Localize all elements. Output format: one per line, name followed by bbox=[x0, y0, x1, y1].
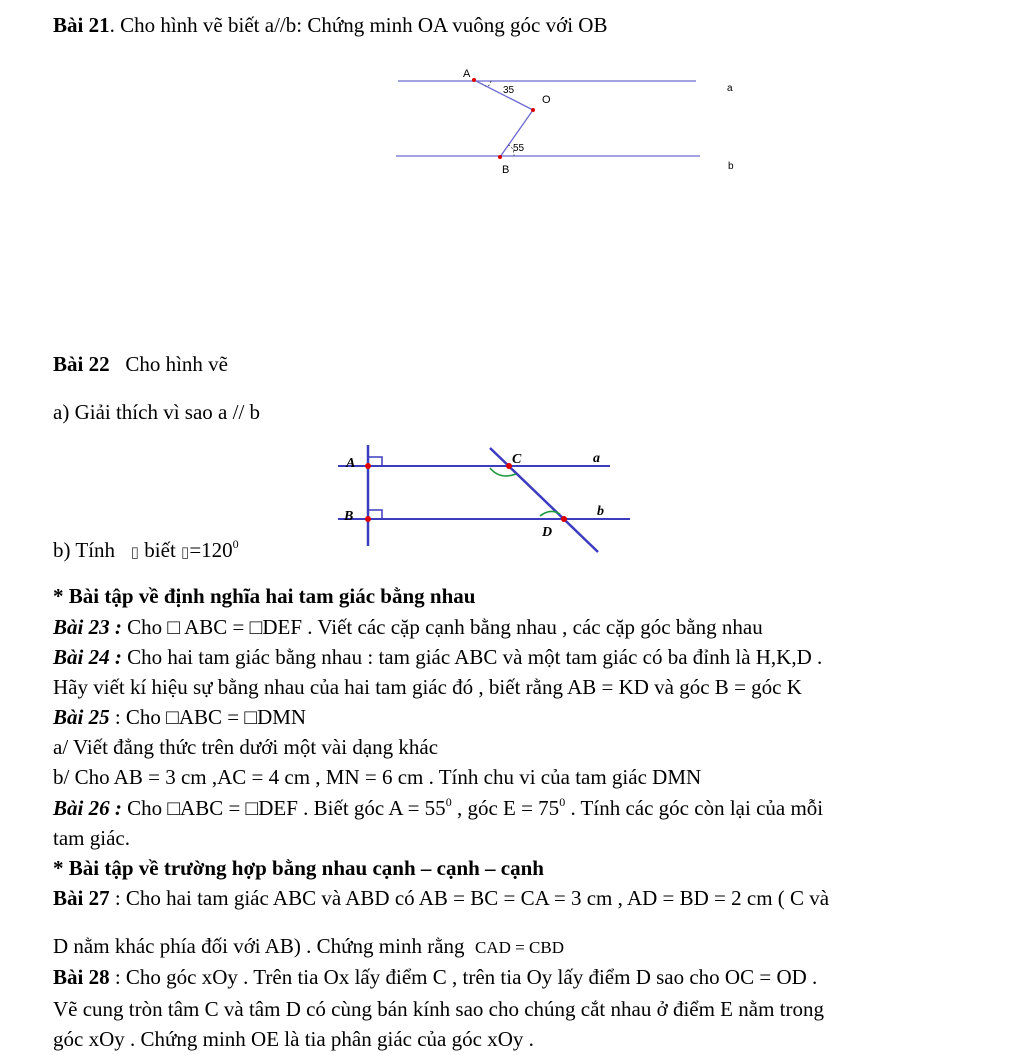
bai27-line bbox=[53, 885, 829, 911]
label-B: B bbox=[344, 509, 354, 524]
bai22-number: Bài 22 bbox=[53, 352, 110, 376]
bai25-text: : Cho □ABC = □DMN bbox=[114, 705, 307, 729]
bai22-qb-val: =120 bbox=[189, 538, 233, 562]
point-A bbox=[472, 78, 476, 82]
point-B bbox=[498, 155, 502, 159]
bai22-question-a: a) Giải thích vì sao a // b bbox=[53, 400, 261, 424]
figure-bai21 bbox=[390, 65, 750, 180]
bai27-text2: D nằm khác phía đối với AB) . Chứng minh rằng bbox=[53, 934, 465, 958]
label-B: B bbox=[502, 164, 510, 176]
bai23-text: Cho □ ABC = □DEF . Viết các cặp cạnh bằng nhau , các cặp góc bằng nhau bbox=[127, 615, 763, 639]
section-definition-heading: * Bài tập về định nghĩa hai tam giác bằng nhau bbox=[53, 584, 476, 608]
bai27-formula: CAD = CBD bbox=[475, 938, 564, 957]
label-O: O bbox=[542, 94, 551, 106]
bai24-line2: Hãy viết kí hiệu sự bằng nhau của hai tam giác đó , biết rằng AB = KD và góc B = góc K bbox=[53, 675, 802, 699]
bai21-text: . Cho hình vẽ biết a//b: Chứng minh OA vuông góc với OB bbox=[109, 13, 608, 37]
bai22-qb-mid: biết bbox=[144, 538, 176, 562]
bai28-line3: góc xOy . Chứng minh OE là tia phân giác của góc xOy . bbox=[53, 1027, 534, 1051]
bai26-line bbox=[53, 795, 823, 821]
bai23-number: Bài 23 : bbox=[53, 615, 122, 639]
bai22-line bbox=[53, 351, 228, 377]
point-O bbox=[531, 108, 535, 112]
degree-sup: 0 bbox=[559, 795, 566, 809]
label-A: A bbox=[463, 68, 471, 80]
bai28-line2: Vẽ cung tròn tâm C và tâm D có cùng bán kính sao cho chúng cắt nhau ở điểm E nằm trong bbox=[53, 997, 824, 1021]
label-a: a bbox=[727, 83, 733, 94]
point-B bbox=[365, 516, 371, 522]
bai26-t2: , góc E = 75 bbox=[456, 796, 560, 820]
bai22-text: Cho hình vẽ bbox=[125, 352, 229, 376]
label-D: D bbox=[542, 525, 553, 540]
label-A: A bbox=[346, 456, 356, 471]
bai25-b: b/ Cho AB = 3 cm ,AC = 4 cm , MN = 6 cm . Tính chu vi của tam giác DMN bbox=[53, 765, 702, 789]
label-b: b bbox=[597, 504, 604, 519]
bai21-number: Bài 21 bbox=[53, 13, 110, 37]
bai27-number: Bài 27 bbox=[53, 886, 110, 910]
bai21-line bbox=[53, 12, 607, 38]
bai26-number: Bài 26 : bbox=[53, 796, 122, 820]
bai25-line bbox=[53, 704, 306, 730]
section-ccc-heading: * Bài tập về trường hợp bằng nhau cạnh – cạnh – cạnh bbox=[53, 856, 544, 880]
bai25-a: a/ Viết đẳng thức trên dưới một vài dạng khác bbox=[53, 735, 439, 759]
bai22-question-b bbox=[53, 537, 239, 566]
bai25-number: Bài 25 bbox=[53, 705, 110, 729]
bai24-number: Bài 24 : bbox=[53, 645, 122, 669]
bai28-line bbox=[53, 964, 817, 990]
figure-bai22 bbox=[330, 440, 640, 560]
label-a: a bbox=[593, 451, 600, 466]
angle-symbol-icon: ▯ bbox=[130, 545, 140, 561]
bai27-text: : Cho hai tam giác ABC và ABD có AB = BC = CA = 3 cm , AD = BD = 2 cm ( C và bbox=[114, 886, 830, 910]
angle-label-35: 35 bbox=[503, 85, 515, 96]
bai26-t3: . Tính các góc còn lại của mỗi bbox=[570, 796, 824, 820]
bai22-qb-pre: b) Tính bbox=[53, 538, 116, 562]
bai24-text: Cho hai tam giác bằng nhau : tam giác ABC và một tam giác có ba đỉnh là H,K,D . bbox=[127, 645, 823, 669]
degree-sup: 0 bbox=[445, 795, 452, 809]
bai27-line2 bbox=[53, 933, 564, 961]
bai28-text: : Cho góc xOy . Trên tia Ox lấy điểm C , trên tia Oy lấy điểm D sao cho OC = OD . bbox=[114, 965, 818, 989]
label-b: b bbox=[728, 161, 734, 172]
point-D bbox=[561, 516, 567, 522]
angle-symbol-icon: ▯ bbox=[181, 545, 190, 561]
degree-sup: 0 bbox=[232, 537, 239, 551]
bai23-line bbox=[53, 614, 763, 640]
bai26-line2: tam giác. bbox=[53, 826, 130, 850]
bai28-number: Bài 28 bbox=[53, 965, 110, 989]
bai26-t1: Cho □ABC = □DEF . Biết góc A = 55 bbox=[127, 796, 446, 820]
bai24-line bbox=[53, 644, 822, 670]
label-C: C bbox=[512, 452, 522, 467]
point-A bbox=[365, 463, 371, 469]
angle-label-55: 55 bbox=[513, 143, 525, 154]
